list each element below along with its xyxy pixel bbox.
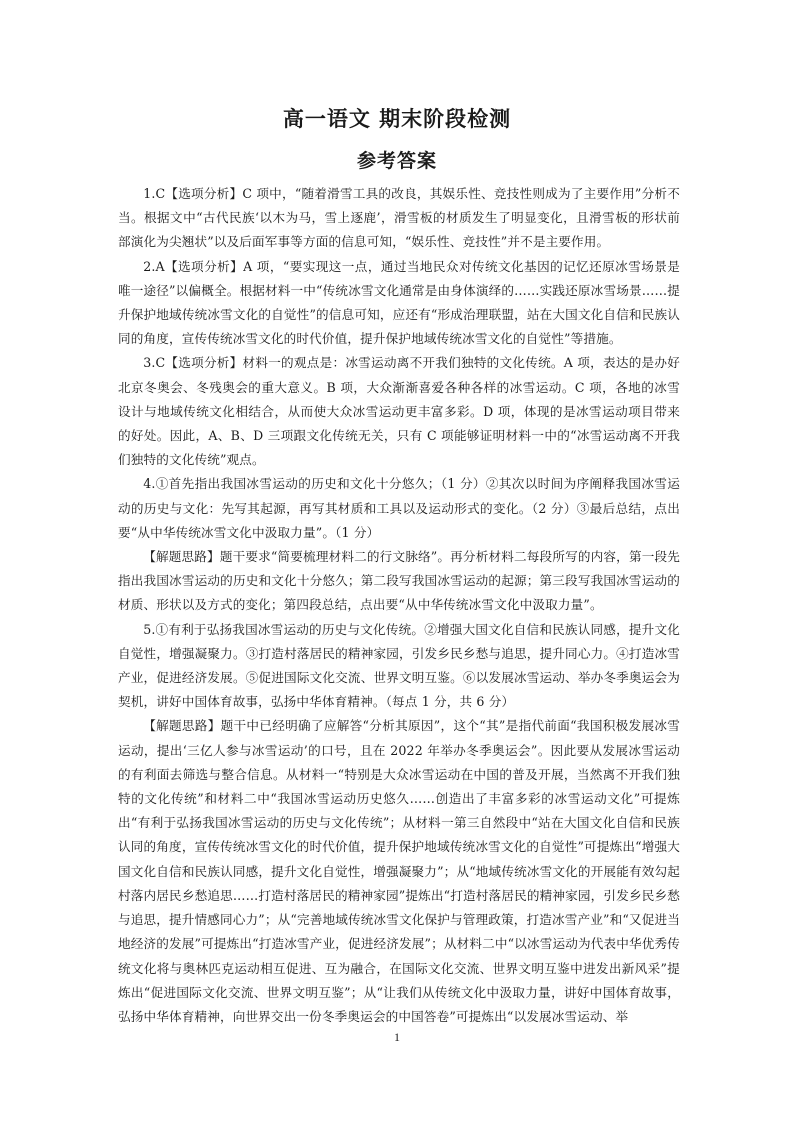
answer-body (118, 182, 680, 1029)
answer-paragraph: 2.A【选项分析】A 项，“要实现这一点，通过当地民众对传统文化基因的记忆还原冰雪场景是唯一途径”以偏概全。根据材料一中“传统冰雪文化通常是由身体演绎的……实践还原冰雪场景……提升保护地域传统冰雪文化的自觉性”的信息可知，应还有“形成治理联盟，站在大国文化自信和民族认同的角度，宣传传统冰雪文化的时代价值，提升保护地域传统冰雪文化的自觉性”等措施。 (118, 258, 680, 347)
page-number: 1 (394, 1030, 400, 1044)
page-subtitle: 参考答案 (356, 150, 437, 172)
answer-paragraph: 5.①有利于弘扬我国冰雪运动的历史与文化传统。②增强大国文化自信和民族认同感，提升文化自觉性，增强凝聚力。③打造村落居民的精神家园，引发乡民乡愁与追思，提升同心力。④打造冰雪产业，促进经济发展。⑤促进国际文化交流、世界文明互鉴。⑥以发展冰雪运动、举办冬季奥运会为契机，讲好中国体育故事，弘扬中华体育精神。（每点 1 分，共 6 分） (118, 621, 680, 710)
answer-paragraph: 3.C【选项分析】材料一的观点是：冰雪运动离不开我们独特的文化传统。A 项，表达的是办好北京冬奥会、冬残奥会的重大意义。B 项，大众渐渐喜爱各种各样的冰雪运动。C 项，各地的冰雪设计与地域传统文化相结合，从而使大众冰雪运动更丰富多彩。D 项，体现的是冰雪运动项目带来的好处。因此，A、B、D 三项跟文化传统无关，只有 C 项能够证明材料一中的“冰雪运动离不开我们独特的文化传统”观点。 (118, 355, 680, 468)
answer-paragraph: 1.C【选项分析】C 项中，“随着滑雪工具的改良，其娱乐性、竞技性则成为了主要作用”分析不当。根据文中“古代民族‘以木为马，雪上逐鹿’，滑雪板的材质发生了明显变化，且滑雪板的形状前部演化为尖翘状”以及后面军事等方面的信息可知，“娱乐性、竞技性”并不是主要作用。 (118, 186, 680, 250)
answer-paragraph: 4.①首先指出我国冰雪运动的历史和文化十分悠久；（1 分）②其次以时间为序阐释我国冰雪运动的历史与文化：先写其起源，再写其材质和工具以及运动形式的变化。（2 分）③最后总结，点出要“从中华传统冰雪文化中汲取力量”。（1 分） (118, 476, 680, 540)
answer-paragraph: 【解题思路】题干要求“简要梳理材料二的行文脉络”。再分析材料二每段所写的内容，第一段先指出我国冰雪运动的历史和文化十分悠久；第二段写我国冰雪运动的起源；第三段写我国冰雪运动的材质、形状以及方式的变化；第四段总结，点出要“从中华传统冰雪文化中汲取力量”。 (118, 549, 680, 613)
answer-paragraph: 【解题思路】题干中已经明确了应解答“分析其原因”，这个“其”是指代前面“我国积极发展冰雪运动，提出‘三亿人参与冰雪运动’的口号，且在 2022 年举办冬季奥运会”。因此要从发展冰雪运动的有利面去筛选与整合信息。从材料一“特别是大众冰雪运动在中国的普及开展，当然离不开我们独特的文化传统”和材料二中“我国冰雪运动历史悠久……创造出了丰富多彩的冰雪运动文化”可提炼出“有利于弘扬我国冰雪运动的历史与文化传统”；从材料一第三自然段中“站在大国文化自信和民族认同的角度，宣传传统冰雪文化的时代价值，提升保护地域传统冰雪文化的自觉性”可提炼出“增强大国文化自信和民族认同感，提升文化自觉性，增强凝聚力”；从“地域传统冰雪文化的开展能有效勾起村落内居民乡愁追思……打造村落居民的精神家园”提炼出“打造村落居民的精神家园，引发乡民乡愁与追思，提升情感同心力”；从“完善地域传统冰雪文化保护与管理政策，打造冰雪产业”和“又促进当地经济的发展”可提炼出“打造冰雪产业，促进经济发展”；从材料二中“以冰雪运动为代表中华优秀传统文化将与奥林匹克运动相互促进、互为融合，在国际文化交流、世界文明互鉴中进发出新风采”提炼出“促进国际文化交流、世界文明互鉴”；从“让我们从传统文化中汲取力量，讲好中国体育故事，弘扬中华体育精神，向世界交出一份冬季奥运会的中国答卷”可提炼出“以发展冰雪运动、举 (118, 718, 680, 1024)
page-title: 高一语文 期末阶段检测 (282, 107, 512, 131)
